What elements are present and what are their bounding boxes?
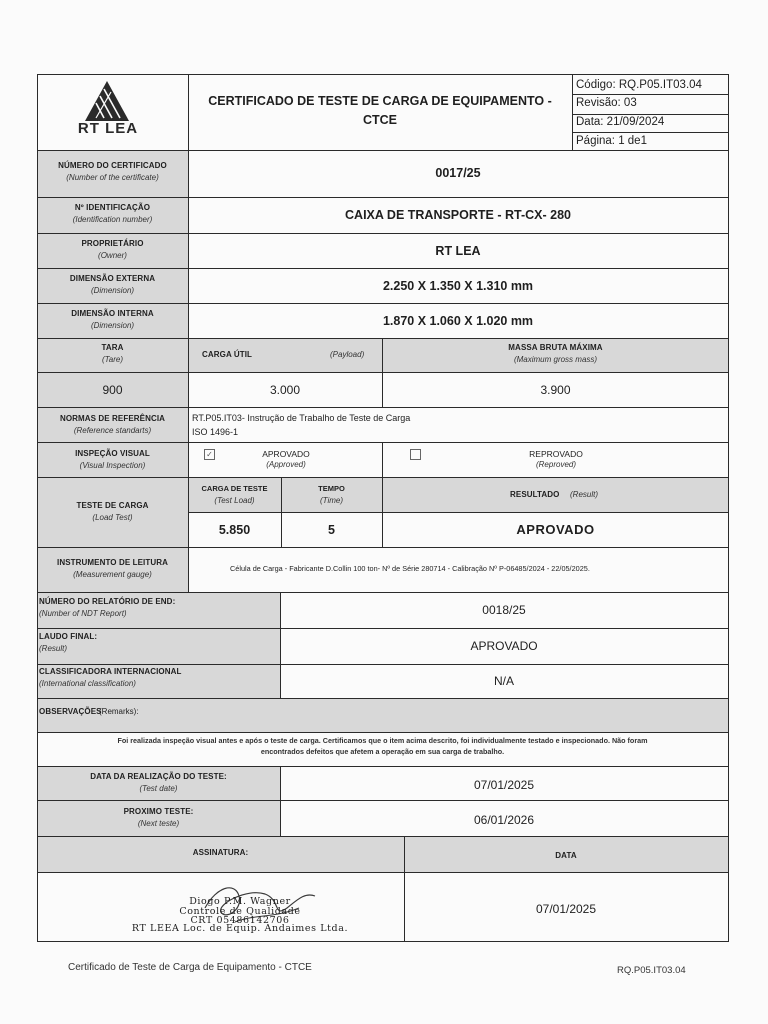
next-test-sublabel: (Next teste) [137, 819, 180, 828]
document-title-line1: CERTIFICADO DE TESTE DE CARGA DE EQUIPAMENTO - [208, 94, 552, 108]
classification-label: CLASSIFICADORA INTERNACIONAL [39, 667, 182, 676]
signature-label: ASSINATURA: [192, 848, 249, 857]
classification-sublabel: (International classification) [39, 679, 136, 688]
approved-checkbox[interactable]: ✓ [204, 449, 215, 460]
time-label: TEMPO [318, 484, 345, 493]
owner-value: RT LEA [435, 244, 481, 258]
signer-company: RT LEEA Loc. de Equip. Andaimes Ltda. [131, 923, 349, 934]
reference-standard-2: ISO 1496-1 [192, 427, 239, 437]
reproved-option-sublabel: (Reproved) [535, 460, 576, 469]
footer-title: Certificado de Teste de Carga de Equipamento - CTCE [68, 962, 312, 973]
reproved-checkbox[interactable] [410, 449, 421, 460]
remarks-label: OBSERVAÇÕES [39, 707, 102, 716]
reproved-option-label: REPROVADO [529, 449, 583, 459]
internal-dimension-label: DIMENSÃO INTERNA [71, 309, 154, 318]
load-test-result-value: APROVADO [516, 522, 595, 537]
tare-value: 900 [102, 383, 123, 397]
external-dimension-sublabel: (Dimension) [90, 286, 135, 295]
certificate-number-sublabel: (Number of the certificate) [66, 173, 159, 182]
next-test-value: 06/01/2026 [473, 813, 535, 827]
test-date-sublabel: (Test date) [139, 784, 178, 793]
rt-lea-logo-icon [84, 80, 130, 122]
document-title-line2: CTCE [362, 113, 398, 127]
document-revision: Revisão: 03 [576, 97, 637, 109]
remarks-sublabel: (Remarks): [99, 707, 139, 716]
time-sublabel: (Time) [319, 496, 344, 505]
signature-date-label: DATA [555, 851, 577, 860]
test-load-label: CARGA DE TESTE [201, 484, 268, 493]
remarks-text-line2: encontrados defeitos que afetem a operação em sua carga de trabalho. [260, 747, 505, 756]
final-report-sublabel: (Result) [39, 644, 68, 653]
reference-standards-label: NORMAS DE REFERÊNCIA [59, 414, 166, 423]
owner-sublabel: (Owner) [98, 251, 127, 260]
measurement-gauge-sublabel: (Measurement gauge) [73, 570, 152, 579]
payload-label: CARGA ÚTIL [202, 350, 253, 359]
final-report-value: APROVADO [470, 639, 538, 653]
ndt-report-value: 0018/25 [482, 603, 526, 617]
certificate-number-value: 0017/25 [435, 166, 481, 180]
measurement-gauge-label: INSTRUMENTO DE LEITURA [57, 558, 168, 567]
external-dimension-value: 2.250 X 1.350 X 1.310 mm [382, 279, 534, 293]
signature-date-value: 07/01/2025 [535, 902, 597, 916]
test-date-value: 07/01/2025 [473, 778, 535, 792]
test-load-value: 5.850 [218, 523, 251, 537]
payload-value: 3.000 [269, 383, 301, 397]
result-sublabel: (Result) [570, 490, 599, 499]
document-date: Data: 21/09/2024 [576, 116, 665, 128]
time-value: 5 [328, 523, 335, 537]
approved-option-sublabel: (Approved) [266, 460, 306, 469]
reference-standards-sublabel: (Reference standarts) [73, 426, 152, 435]
visual-inspection-sublabel: (Visual Inspection) [79, 461, 146, 470]
identification-value: CAIXA DE TRANSPORTE - RT-CX- 280 [345, 208, 571, 222]
result-label: RESULTADO [510, 490, 560, 499]
identification-label: Nº IDENTIFICAÇÃO [74, 203, 151, 212]
approved-option-label: APROVADO [262, 449, 310, 459]
next-test-label: PROXIMO TESTE: [123, 807, 194, 816]
tare-sublabel: (Tare) [101, 355, 124, 364]
signer-name: Diogo P.M. Wagner [189, 896, 291, 907]
measurement-gauge-value: Célula de Carga - Fabricante D.Collin 100 ton- Nº de Série 280714 - Calibração Nº P-06485/2024 - 22/05/2025. [230, 564, 590, 573]
owner-label: PROPRIETÁRIO [81, 239, 144, 248]
reference-standard-1: RT.P05.IT03- Instrução de Trabalho de Teste de Carga [192, 413, 411, 423]
gross-mass-sublabel: (Maximum gross mass) [513, 355, 598, 364]
certificate-number-label: NÚMERO DO CERTIFICADO [58, 161, 167, 170]
ndt-report-sublabel: (Number of NDT Report) [39, 609, 127, 618]
payload-sublabel: (Payload) [330, 350, 365, 359]
signer-crt: CRT 05486142706 [190, 915, 290, 926]
ndt-report-label: NÚMERO DO RELATÓRIO DE END: [39, 597, 176, 606]
external-dimension-label: DIMENSÃO EXTERNA [69, 274, 156, 283]
internal-dimension-value: 1.870 X 1.060 X 1.020 mm [382, 314, 534, 328]
document-code: Código: RQ.P05.IT03.04 [576, 79, 702, 91]
test-load-sublabel: (Test Load) [214, 496, 255, 505]
internal-dimension-sublabel: (Dimension) [90, 321, 135, 330]
load-test-sublabel: (Load Test) [92, 513, 133, 522]
gross-mass-label: MASSA BRUTA MÁXIMA [508, 343, 603, 352]
signer-role: Controle de Qualidade [179, 906, 301, 917]
remarks-text-line1: Foi realizada inspeção visual antes e após o teste de carga. Certificamos que o item acima descrito, foi individualmente testado e inspecionado. Não foram [117, 736, 648, 745]
document-page: Página: 1 de1 [576, 135, 647, 147]
footer-code: RQ.P05.IT03.04 [617, 965, 686, 976]
visual-inspection-label: INSPEÇÃO VISUAL [75, 449, 150, 458]
tare-label: TARA [101, 343, 124, 352]
classification-value: N/A [493, 674, 514, 688]
load-test-label: TESTE DE CARGA [76, 501, 149, 510]
logo-text: RT LEA [77, 120, 139, 137]
final-report-label: LAUDO FINAL: [39, 632, 98, 641]
gross-mass-value: 3.900 [540, 383, 571, 397]
test-date-label: DATA DA REALIZAÇÃO DO TESTE: [90, 772, 227, 781]
identification-sublabel: (Identification number) [72, 215, 153, 224]
